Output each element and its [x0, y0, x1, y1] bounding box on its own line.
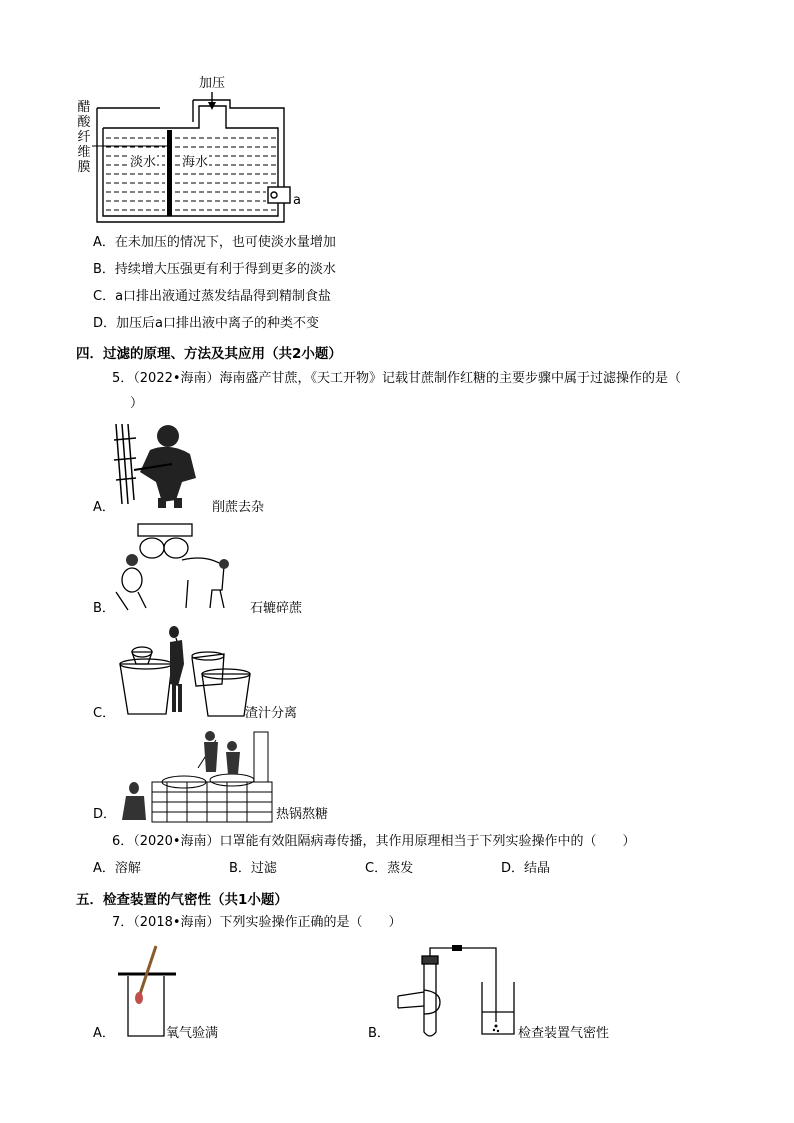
q7-illustration-b — [394, 942, 524, 1042]
q5-option-a-letter: A． — [93, 500, 115, 515]
q5-stem-close: ） — [130, 396, 144, 411]
q5-option-d-caption: 热锅熬糖 — [276, 807, 329, 822]
q5-option-d-letter: D． — [93, 807, 117, 822]
q5-illustration-a — [110, 420, 210, 510]
q5-stem: 5．（2022•海南）海南盛产甘蔗，《天工开物》记载甘蔗制作红糖的主要步骤中属于过滤操作的是（ — [112, 371, 682, 386]
q4-option-a: A．在未加压的情况下，也可使淡水量增加 — [93, 235, 336, 250]
q5-illustration-c — [112, 624, 252, 720]
q4-option-c: C．a口排出液通过蒸发结晶得到精制食盐 — [93, 289, 332, 304]
section-4-title: 四．过滤的原理、方法及其应用（共2小题） — [76, 346, 342, 362]
q6-option-d: D．结晶 — [501, 861, 551, 876]
pressure-label: 加压 — [199, 76, 226, 91]
q7-option-b-letter: B． — [368, 1026, 390, 1041]
outlet-label: a — [293, 193, 301, 208]
membrane-char: 维 — [77, 145, 91, 160]
q5-option-c-caption: 渣汁分离 — [245, 706, 298, 721]
q5-option-c-letter: C． — [93, 706, 116, 721]
q7-option-b-caption: 检查装置气密性 — [518, 1026, 610, 1041]
q5-illustration-b — [112, 520, 232, 612]
q6-option-b: B．过滤 — [229, 861, 277, 876]
q6-stem: 6．（2020•海南）口罩能有效阻隔病毒传播，其作用原理相当于下列实验操作中的（ ） — [112, 834, 636, 849]
section-5-title: 五．检查装置的气密性（共1小题） — [76, 892, 288, 908]
membrane-char: 酸 — [77, 115, 91, 130]
q7-stem: 7．（2018•海南）下列实验操作正确的是（ ） — [112, 915, 402, 930]
membrane-char: 膜 — [77, 160, 91, 175]
q5-option-b-letter: B． — [93, 601, 115, 616]
q4-option-d: D．加压后a口排出液中离子的种类不变 — [93, 316, 319, 331]
osmosis-tank-diagram — [0, 0, 300, 140]
q7-option-a-caption: 氧气验满 — [166, 1026, 219, 1041]
membrane-char: 纤 — [77, 130, 91, 145]
q5-option-b-caption: 石辘碎蔗 — [250, 601, 303, 616]
q5-option-a-caption: 削蔗去杂 — [212, 500, 265, 515]
q6-option-a: A．溶解 — [93, 861, 141, 876]
sea-water-label: 海水 — [182, 155, 209, 170]
membrane-char: 醋 — [77, 100, 91, 115]
fresh-water-label: 淡水 — [130, 155, 157, 170]
q6-option-c: C．蒸发 — [365, 861, 414, 876]
q5-illustration-d — [112, 728, 272, 824]
q4-option-b: B．持续增大压强更有利于得到更多的淡水 — [93, 262, 336, 277]
q7-option-a-letter: A． — [93, 1026, 115, 1041]
